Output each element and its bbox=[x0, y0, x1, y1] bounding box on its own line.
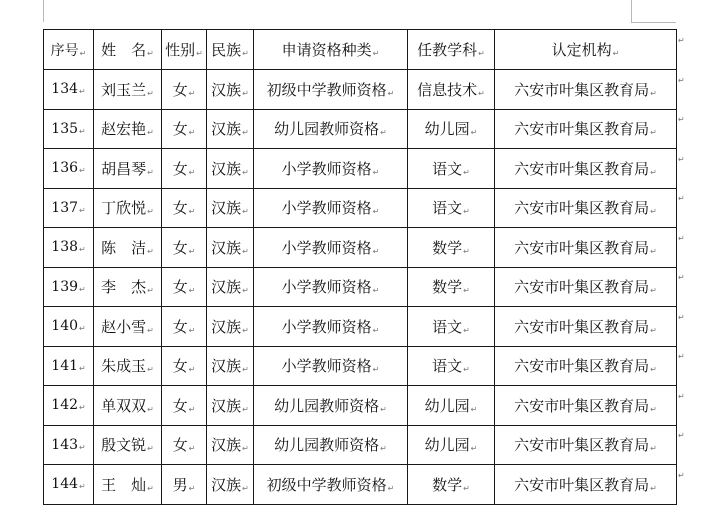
paragraph-mark-icon: ↵ bbox=[147, 246, 154, 256]
table-cell bbox=[495, 149, 677, 189]
cell-text: 140 bbox=[51, 318, 79, 335]
paragraph-mark-icon: ↵ bbox=[188, 404, 196, 414]
paragraph-mark-icon: ↵ bbox=[147, 88, 154, 98]
table-cell bbox=[94, 307, 162, 347]
table-cell bbox=[94, 267, 162, 307]
table-cell bbox=[207, 267, 254, 307]
table-cell bbox=[162, 465, 207, 505]
cell-text: 李 杰 bbox=[101, 278, 147, 297]
cell-text: 汉族 bbox=[211, 238, 242, 257]
table-row bbox=[44, 465, 677, 505]
paragraph-mark-icon: ↵ bbox=[79, 126, 86, 136]
cell-text: 汉族 bbox=[211, 120, 242, 139]
cell-text: 语文 bbox=[432, 159, 463, 178]
cell-text: 幼儿园教师资格 bbox=[274, 120, 380, 139]
cell-text: 汉族 bbox=[211, 317, 242, 336]
cell-text: 六安市叶集区教育局 bbox=[514, 199, 650, 218]
cell-text: 小学教师资格 bbox=[281, 317, 372, 336]
cell-text: 汉族 bbox=[211, 475, 242, 494]
paragraph-mark-icon: ↵ bbox=[650, 286, 657, 296]
cell-text: 141 bbox=[51, 357, 79, 374]
paragraph-mark-icon: ↵ bbox=[470, 444, 478, 454]
cell-text: 女 bbox=[172, 317, 188, 336]
row-end-mark-icon: ↵ bbox=[678, 75, 685, 85]
cell-text: 胡昌琴 bbox=[101, 159, 147, 178]
cell-text: 女 bbox=[172, 396, 188, 415]
cell-text: 语文 bbox=[432, 317, 463, 336]
paragraph-mark-icon: ↵ bbox=[188, 128, 196, 138]
paragraph-mark-icon: ↵ bbox=[380, 128, 387, 138]
table-cell bbox=[162, 386, 207, 426]
table-cell bbox=[162, 425, 207, 465]
page-corner-mark-left bbox=[43, 0, 44, 22]
header-cell bbox=[207, 30, 254, 70]
paragraph-mark-icon: ↵ bbox=[463, 207, 470, 217]
paragraph-mark-icon: ↵ bbox=[372, 286, 380, 296]
cell-text: 王 灿 bbox=[101, 475, 147, 494]
row-end-mark-icon: ↵ bbox=[678, 312, 685, 322]
table-row bbox=[44, 149, 677, 189]
cell-text: 六安市叶集区教育局 bbox=[514, 396, 650, 415]
table-row bbox=[44, 307, 677, 347]
table-row bbox=[44, 228, 677, 268]
paragraph-mark-icon: ↵ bbox=[372, 246, 380, 256]
table-cell bbox=[94, 465, 162, 505]
table-cell bbox=[207, 465, 254, 505]
table-cell bbox=[408, 109, 495, 149]
row-end-mark-icon: ↵ bbox=[678, 115, 685, 124]
paragraph-mark-icon: ↵ bbox=[380, 444, 387, 454]
cell-text: 小学教师资格 bbox=[281, 159, 372, 178]
cell-text: 女 bbox=[172, 159, 188, 178]
cell-text: 六安市叶集区教育局 bbox=[514, 317, 650, 336]
table-row bbox=[44, 267, 677, 307]
table-cell bbox=[162, 188, 207, 228]
paragraph-mark-icon: ↵ bbox=[242, 365, 249, 375]
table-cell bbox=[94, 149, 162, 189]
paragraph-mark-icon: ↵ bbox=[147, 207, 154, 217]
paragraph-mark-icon: ↵ bbox=[463, 325, 470, 335]
table-body bbox=[44, 70, 677, 505]
cell-text: 女 bbox=[172, 238, 188, 257]
cell-text: 数学 bbox=[432, 475, 463, 494]
table-cell bbox=[94, 386, 162, 426]
cell-text: 汉族 bbox=[211, 80, 242, 99]
header-cell bbox=[44, 30, 94, 70]
table-cell bbox=[207, 70, 254, 110]
cell-text: 汉族 bbox=[211, 436, 242, 455]
cell-text: 小学教师资格 bbox=[281, 238, 372, 257]
row-end-mark-icon: ↵ bbox=[678, 391, 685, 401]
paragraph-mark-icon: ↵ bbox=[478, 49, 485, 58]
row-end-mark-icon: ↵ bbox=[678, 273, 685, 282]
paragraph-mark-icon: ↵ bbox=[242, 246, 249, 256]
paragraph-mark-icon: ↵ bbox=[188, 325, 196, 335]
paragraph-mark-icon: ↵ bbox=[79, 284, 86, 294]
paragraph-mark-icon: ↵ bbox=[372, 167, 380, 177]
table-cell bbox=[94, 425, 162, 465]
table-cell bbox=[207, 425, 254, 465]
paragraph-mark-icon: ↵ bbox=[147, 365, 154, 375]
cell-text: 汉族 bbox=[211, 396, 242, 415]
table-cell bbox=[408, 70, 495, 110]
header-label: 申请资格种类 bbox=[281, 41, 372, 59]
cell-text: 赵宏艳 bbox=[101, 120, 147, 139]
cell-text: 小学教师资格 bbox=[281, 357, 372, 376]
cell-text: 刘玉兰 bbox=[101, 80, 147, 99]
cell-text: 男 bbox=[172, 475, 188, 494]
cell-text: 143 bbox=[51, 436, 79, 453]
paragraph-mark-icon: ↵ bbox=[147, 49, 154, 58]
table-cell bbox=[94, 109, 162, 149]
table-cell bbox=[94, 228, 162, 268]
paragraph-mark-icon: ↵ bbox=[242, 444, 249, 454]
paragraph-mark-icon: ↵ bbox=[463, 167, 470, 177]
header-cell bbox=[254, 30, 408, 70]
paragraph-mark-icon: ↵ bbox=[387, 88, 395, 98]
table-cell bbox=[254, 228, 408, 268]
row-end-mark-icon: ↵ bbox=[678, 352, 685, 361]
paragraph-mark-icon: ↵ bbox=[650, 207, 657, 217]
row-end-mark-icon: ↵ bbox=[678, 194, 685, 203]
table-cell bbox=[44, 307, 94, 347]
table-row bbox=[44, 425, 677, 465]
table-cell bbox=[44, 386, 94, 426]
cell-text: 朱成玉 bbox=[101, 357, 147, 376]
paragraph-mark-icon: ↵ bbox=[79, 48, 87, 58]
table-cell bbox=[162, 346, 207, 386]
table-cell bbox=[254, 425, 408, 465]
paragraph-mark-icon: ↵ bbox=[188, 207, 196, 217]
table-cell bbox=[495, 386, 677, 426]
cell-text: 女 bbox=[172, 436, 188, 455]
cell-text: 单双双 bbox=[101, 396, 147, 415]
table-cell bbox=[207, 346, 254, 386]
header-label: 性别 bbox=[165, 41, 196, 59]
table-cell bbox=[207, 109, 254, 149]
paragraph-mark-icon: ↵ bbox=[242, 88, 249, 98]
paragraph-mark-icon: ↵ bbox=[380, 404, 387, 414]
paragraph-mark-icon: ↵ bbox=[79, 482, 86, 492]
paragraph-mark-icon: ↵ bbox=[188, 286, 196, 296]
table-cell bbox=[254, 149, 408, 189]
paragraph-mark-icon: ↵ bbox=[463, 483, 470, 493]
row-end-mark-icon: ↵ bbox=[678, 35, 685, 45]
row-end-mark-icon: ↵ bbox=[678, 431, 685, 440]
paragraph-mark-icon: ↵ bbox=[650, 325, 657, 335]
header-label: 任教学科 bbox=[417, 41, 478, 59]
paragraph-mark-icon: ↵ bbox=[650, 88, 657, 98]
table-cell bbox=[408, 425, 495, 465]
table-cell bbox=[254, 267, 408, 307]
cell-text: 初级中学教师资格 bbox=[266, 80, 387, 99]
cell-text: 138 bbox=[51, 239, 79, 256]
paragraph-mark-icon: ↵ bbox=[147, 167, 154, 177]
paragraph-mark-icon: ↵ bbox=[188, 246, 196, 256]
row-end-mark-icon: ↵ bbox=[678, 233, 685, 243]
cell-text: 女 bbox=[172, 120, 188, 139]
table-cell bbox=[495, 70, 677, 110]
table-cell bbox=[254, 386, 408, 426]
cell-text: 信息技术 bbox=[417, 80, 478, 99]
cell-text: 幼儿园教师资格 bbox=[274, 436, 380, 455]
table-cell bbox=[162, 70, 207, 110]
table-cell bbox=[44, 188, 94, 228]
cell-text: 汉族 bbox=[211, 278, 242, 297]
cell-text: 142 bbox=[51, 397, 79, 414]
table-row bbox=[44, 386, 677, 426]
paragraph-mark-icon: ↵ bbox=[79, 442, 86, 452]
paragraph-mark-icon: ↵ bbox=[188, 365, 196, 375]
cell-text: 女 bbox=[172, 357, 188, 376]
cell-text: 六安市叶集区教育局 bbox=[514, 120, 650, 139]
cell-text: 六安市叶集区教育局 bbox=[514, 159, 650, 178]
paragraph-mark-icon: ↵ bbox=[79, 363, 86, 373]
cell-text: 134 bbox=[51, 81, 79, 98]
table-cell bbox=[495, 109, 677, 149]
header-cell bbox=[408, 30, 495, 70]
table-cell bbox=[495, 267, 677, 307]
paragraph-mark-icon: ↵ bbox=[79, 166, 86, 176]
cell-text: 陈 洁 bbox=[101, 238, 147, 257]
table-row bbox=[44, 70, 677, 110]
paragraph-mark-icon: ↵ bbox=[242, 483, 249, 493]
paragraph-mark-icon: ↵ bbox=[242, 167, 249, 177]
table-cell bbox=[162, 149, 207, 189]
cell-text: 六安市叶集区教育局 bbox=[514, 436, 650, 455]
page-corner-mark-right-h bbox=[631, 22, 676, 23]
paragraph-mark-icon: ↵ bbox=[188, 167, 196, 177]
paragraph-mark-icon: ↵ bbox=[79, 205, 86, 215]
table-cell bbox=[94, 188, 162, 228]
cell-text: 数学 bbox=[432, 238, 463, 257]
table-cell bbox=[162, 307, 207, 347]
paragraph-mark-icon: ↵ bbox=[188, 444, 196, 454]
table-cell bbox=[254, 465, 408, 505]
paragraph-mark-icon: ↵ bbox=[650, 246, 657, 256]
table-cell bbox=[408, 386, 495, 426]
cell-text: 六安市叶集区教育局 bbox=[514, 475, 650, 494]
paragraph-mark-icon: ↵ bbox=[650, 444, 657, 454]
cell-text: 六安市叶集区教育局 bbox=[514, 238, 650, 257]
paragraph-mark-icon: ↵ bbox=[650, 483, 657, 493]
table-cell bbox=[408, 188, 495, 228]
paragraph-mark-icon: ↵ bbox=[470, 128, 478, 138]
paragraph-mark-icon: ↵ bbox=[242, 49, 249, 58]
cell-text: 幼儿园 bbox=[424, 396, 470, 415]
header-label: 民族 bbox=[211, 41, 242, 59]
header-label: 认定机构 bbox=[551, 41, 612, 59]
cell-text: 赵小雪 bbox=[101, 317, 147, 336]
table-cell bbox=[44, 228, 94, 268]
paragraph-mark-icon: ↵ bbox=[147, 404, 154, 414]
paragraph-mark-icon: ↵ bbox=[79, 87, 86, 97]
paragraph-mark-icon: ↵ bbox=[463, 286, 470, 296]
cell-text: 六安市叶集区教育局 bbox=[514, 357, 650, 376]
table-cell bbox=[254, 346, 408, 386]
paragraph-mark-icon: ↵ bbox=[79, 245, 86, 255]
header-cell bbox=[162, 30, 207, 70]
paragraph-mark-icon: ↵ bbox=[372, 49, 380, 58]
paragraph-mark-icon: ↵ bbox=[478, 88, 485, 98]
paragraph-mark-icon: ↵ bbox=[196, 49, 203, 58]
table-cell bbox=[162, 109, 207, 149]
header-cell bbox=[495, 30, 677, 70]
table-cell bbox=[495, 346, 677, 386]
paragraph-mark-icon: ↵ bbox=[463, 365, 470, 375]
header-label: 序号 bbox=[50, 42, 79, 59]
row-end-mark-icon: ↵ bbox=[678, 470, 685, 480]
cell-text: 语文 bbox=[432, 199, 463, 218]
header-label: 姓 名 bbox=[101, 41, 147, 59]
paragraph-mark-icon: ↵ bbox=[147, 286, 154, 296]
cell-text: 137 bbox=[51, 199, 79, 216]
cell-text: 女 bbox=[172, 80, 188, 99]
table-cell bbox=[94, 346, 162, 386]
paragraph-mark-icon: ↵ bbox=[242, 207, 249, 217]
paragraph-mark-icon: ↵ bbox=[650, 404, 657, 414]
cell-text: 144 bbox=[51, 476, 79, 493]
cell-text: 殷文锐 bbox=[101, 436, 147, 455]
paragraph-mark-icon: ↵ bbox=[470, 404, 478, 414]
table-cell bbox=[254, 70, 408, 110]
table-cell bbox=[162, 267, 207, 307]
paragraph-mark-icon: ↵ bbox=[147, 128, 154, 138]
cell-text: 语文 bbox=[432, 357, 463, 376]
table-cell bbox=[207, 386, 254, 426]
paragraph-mark-icon: ↵ bbox=[650, 167, 657, 177]
cell-text: 汉族 bbox=[211, 159, 242, 178]
page-corner-mark-right bbox=[631, 0, 632, 22]
table-cell bbox=[207, 307, 254, 347]
cell-text: 幼儿园 bbox=[424, 120, 470, 139]
table-cell bbox=[495, 425, 677, 465]
paragraph-mark-icon: ↵ bbox=[650, 128, 657, 138]
cell-text: 数学 bbox=[432, 278, 463, 297]
table-row bbox=[44, 188, 677, 228]
row-end-mark-icon: ↵ bbox=[678, 154, 685, 164]
paragraph-mark-icon: ↵ bbox=[242, 325, 249, 335]
table-cell bbox=[44, 267, 94, 307]
table-header-row bbox=[44, 30, 677, 70]
table-cell bbox=[162, 228, 207, 268]
paragraph-mark-icon: ↵ bbox=[387, 483, 395, 493]
header-cell bbox=[94, 30, 162, 70]
table-cell bbox=[408, 346, 495, 386]
table-cell bbox=[495, 465, 677, 505]
paragraph-mark-icon: ↵ bbox=[463, 246, 470, 256]
cell-text: 女 bbox=[172, 199, 188, 218]
cell-text: 丁欣悦 bbox=[101, 199, 147, 218]
table-cell bbox=[44, 425, 94, 465]
table-cell bbox=[495, 188, 677, 228]
table-cell bbox=[408, 228, 495, 268]
teacher-qualification-table bbox=[43, 29, 677, 505]
table-cell bbox=[94, 70, 162, 110]
table-cell bbox=[44, 70, 94, 110]
cell-text: 小学教师资格 bbox=[281, 199, 372, 218]
paragraph-mark-icon: ↵ bbox=[242, 128, 249, 138]
paragraph-mark-icon: ↵ bbox=[188, 483, 196, 493]
cell-text: 女 bbox=[172, 278, 188, 297]
table-cell bbox=[44, 149, 94, 189]
paragraph-mark-icon: ↵ bbox=[612, 49, 620, 58]
cell-text: 六安市叶集区教育局 bbox=[514, 278, 650, 297]
cell-text: 汉族 bbox=[211, 357, 242, 376]
table-cell bbox=[254, 109, 408, 149]
table-row bbox=[44, 346, 677, 386]
table-cell bbox=[408, 149, 495, 189]
paragraph-mark-icon: ↵ bbox=[79, 324, 86, 334]
table-row bbox=[44, 109, 677, 149]
cell-text: 幼儿园 bbox=[424, 436, 470, 455]
cell-text: 初级中学教师资格 bbox=[266, 475, 387, 494]
table-cell bbox=[44, 109, 94, 149]
paragraph-mark-icon: ↵ bbox=[372, 365, 380, 375]
paragraph-mark-icon: ↵ bbox=[147, 325, 154, 335]
table-cell bbox=[254, 307, 408, 347]
table-cell bbox=[207, 228, 254, 268]
paragraph-mark-icon: ↵ bbox=[79, 403, 86, 413]
paragraph-mark-icon: ↵ bbox=[242, 404, 249, 414]
cell-text: 135 bbox=[51, 120, 79, 137]
paragraph-mark-icon: ↵ bbox=[147, 444, 154, 454]
cell-text: 汉族 bbox=[211, 199, 242, 218]
table-cell bbox=[207, 149, 254, 189]
paragraph-mark-icon: ↵ bbox=[242, 286, 249, 296]
table-cell bbox=[495, 307, 677, 347]
table-cell bbox=[44, 465, 94, 505]
cell-text: 139 bbox=[51, 278, 79, 295]
table-cell bbox=[408, 267, 495, 307]
paragraph-mark-icon: ↵ bbox=[147, 483, 154, 493]
table-cell bbox=[408, 307, 495, 347]
paragraph-mark-icon: ↵ bbox=[188, 88, 196, 98]
table-cell bbox=[44, 346, 94, 386]
cell-text: 小学教师资格 bbox=[281, 278, 372, 297]
table-cell bbox=[495, 228, 677, 268]
table-cell bbox=[408, 465, 495, 505]
table-cell bbox=[254, 188, 408, 228]
table-cell bbox=[207, 188, 254, 228]
cell-text: 幼儿园教师资格 bbox=[274, 396, 380, 415]
cell-text: 136 bbox=[51, 160, 79, 177]
paragraph-mark-icon: ↵ bbox=[372, 207, 380, 217]
paragraph-mark-icon: ↵ bbox=[650, 365, 657, 375]
cell-text: 六安市叶集区教育局 bbox=[514, 80, 650, 99]
paragraph-mark-icon: ↵ bbox=[372, 325, 380, 335]
